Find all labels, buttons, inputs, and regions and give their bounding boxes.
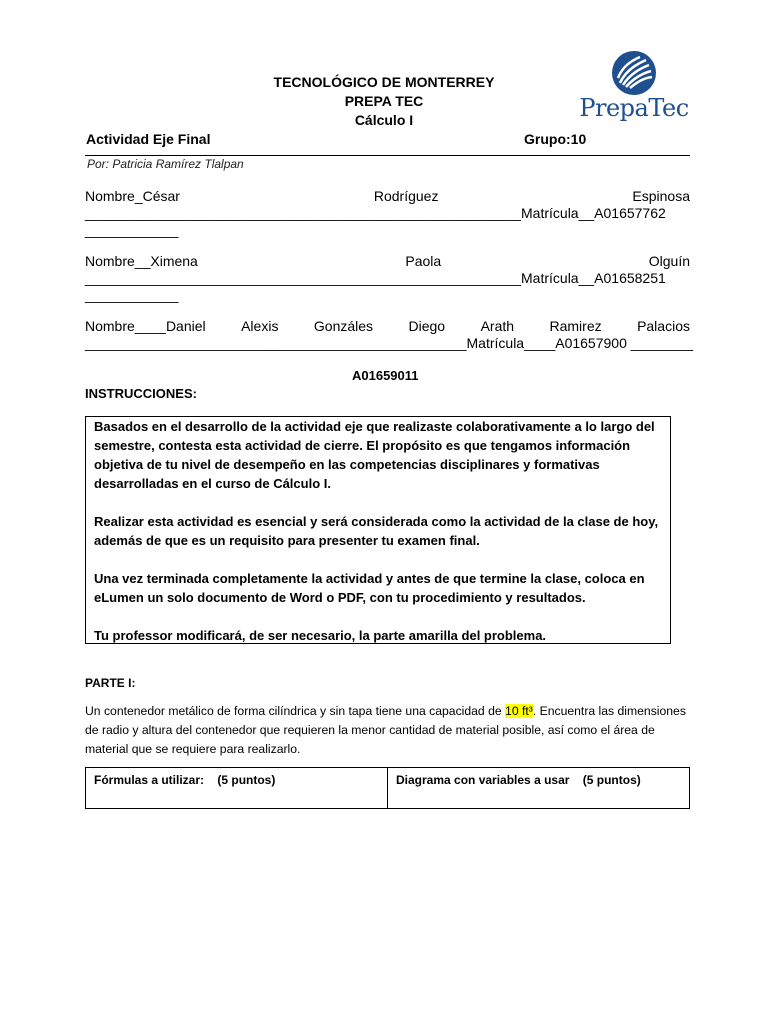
problem-text-cont: . Encuentra las dimensiones de radio y altura del contenedor que requieren la menor cantidad de material posible, así como el área de material que se requiere para realizarlo. <box>85 704 686 756</box>
matricula-line: _________________________________________________Matrícula____A01657900 ________ <box>85 335 694 351</box>
activity-title: Actividad Eje Final <box>86 131 211 147</box>
name-part: Nombre____Daniel <box>85 318 206 334</box>
extra-matricula: A01659011 <box>352 368 419 383</box>
blank-line: ____________ <box>85 287 179 303</box>
group-label: Grupo:10 <box>524 131 587 147</box>
name-part: Rodríguez <box>373 188 439 204</box>
logo-emblem-icon <box>578 50 690 98</box>
formulas-cell: Fórmulas a utilizar: (5 puntos) <box>86 768 388 808</box>
name-part: Arath <box>480 318 515 334</box>
institution-name: TECNOLÓGICO DE MONTERREY <box>273 74 495 90</box>
name-part: Olguín <box>648 253 690 269</box>
instruction-paragraph: Tu professor modificará, de ser necesario, la parte amarilla del problema. <box>94 628 547 643</box>
name-part: Diego <box>408 318 446 334</box>
answer-table <box>85 767 690 809</box>
name-part: Gonzáles <box>313 318 374 334</box>
instructions-title: INSTRUCCIONES: <box>85 386 197 401</box>
header-divider <box>85 155 690 156</box>
matricula-line: ________________________________________________________Matrícula__A01657762 <box>85 205 666 221</box>
problem-statement <box>85 702 690 759</box>
student-name-row <box>85 188 690 204</box>
name-part: Espinosa <box>632 188 690 204</box>
name-part: Nombre_César <box>85 188 180 204</box>
highlighted-capacity: 10 ft³ <box>505 704 533 718</box>
instruction-paragraph: Una vez terminada completamente la actividad y antes de que termine la clase, coloca en eLumen un solo documento de Word o PDF, con tu procedimiento y resultados. <box>94 571 645 605</box>
name-part: Nombre__Ximena <box>85 253 198 269</box>
prepatec-logo <box>578 50 690 128</box>
instructions-box <box>85 416 671 644</box>
problem-text: Un contenedor metálico de forma cilíndrica y sin tapa tiene una capacidad de <box>85 704 506 718</box>
name-part: Alexis <box>241 318 279 334</box>
matricula-line: ________________________________________________________Matrícula__A01658251 <box>85 270 666 286</box>
diagram-cell: Diagrama con variables a usar (5 puntos) <box>396 773 641 787</box>
student-name-row <box>85 318 690 334</box>
blank-line: ____________ <box>85 222 179 238</box>
author-line: Por: Patricia Ramírez Tlalpan <box>87 157 244 171</box>
name-part: Palacios <box>637 318 690 334</box>
part-title: PARTE I: <box>85 676 136 690</box>
instruction-paragraph: Basados en el desarrollo de la actividad eje que realizaste colaborativamente a lo largo del semestre, contesta esta actividad de cierre. El propósito es que tengamos información objetiva de tu nivel de desempeño en las competencias disciplinares y formativas desarrolladas en el curso de Cálculo I. <box>94 419 655 491</box>
school-name: PREPA TEC <box>344 93 424 109</box>
student-name-row <box>85 253 690 269</box>
course-name: Cálculo I <box>354 112 414 128</box>
instruction-paragraph: Realizar esta actividad es esencial y será considerada como la actividad de la clase de hoy, además de que es un requisito para presenter tu examen final. <box>94 514 659 548</box>
name-part: Ramirez <box>549 318 602 334</box>
logo-text: PrepaTec <box>579 94 689 122</box>
name-part: Paola <box>405 253 442 269</box>
